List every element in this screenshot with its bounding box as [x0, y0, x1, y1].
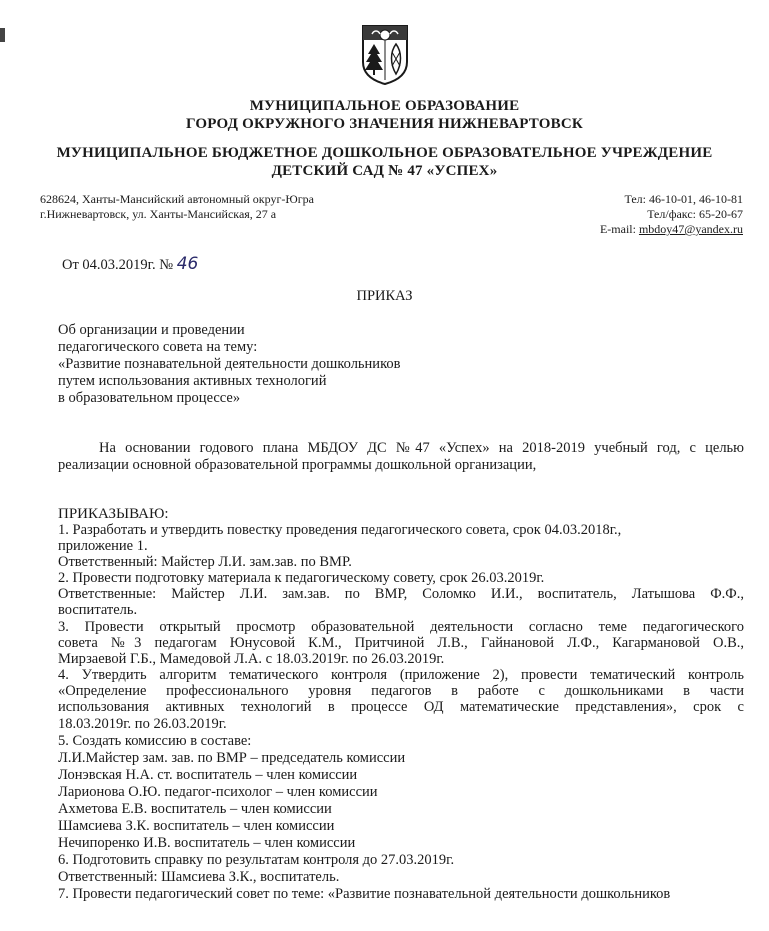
- basis-line-1: На основании годового плана МБДОУ ДС №47 «Успех» на 2018-2019 учебный год, с целью: [99, 440, 744, 456]
- item-line: 7. Провести педагогический совет по теме: «Развитие познавательной деятельности дошкольников: [58, 886, 671, 902]
- item-line: воспитатель.: [58, 602, 138, 618]
- item-line: Ахметова Е.В. воспитатель – член комиссии: [58, 801, 332, 817]
- order-date: [62, 254, 198, 274]
- item-line: 6. Подготовить справку по результатам контроля до 27.03.2019г.: [58, 852, 455, 868]
- item-line: 1. Разработать и утвердить повестку проведения педагогического совета, срок 04.03.2018г.,: [58, 522, 622, 538]
- city-coat-of-arms: [360, 22, 410, 86]
- item-line: Шамсиева З.К. воспитатель – член комиссии: [58, 818, 335, 834]
- email-label: E-mail:: [599, 222, 639, 236]
- item-line: Ответственный: Майстер Л.И. зам.зав. по ВМР.: [58, 554, 352, 570]
- item-line: «Определение профессионального уровня педагогов в работе с дошкольниками в части: [58, 683, 744, 699]
- basis-line-2: реализации основной образовательной программы дошкольной организации,: [58, 457, 537, 473]
- subject-line-4: путем использования активных технологий: [58, 373, 327, 389]
- header-city: ГОРОД ОКРУЖНОГО ЗНАЧЕНИЯ НИЖНЕВАРТОВСК: [186, 116, 583, 132]
- address-line-1: 628624, Ханты-Мансийский автономный округ-Югра: [40, 192, 314, 206]
- scan-edge-mark: [0, 28, 5, 42]
- order-word: ПРИКАЗЫВАЮ:: [58, 506, 169, 522]
- email-link[interactable]: mbdoy47@yandex.ru: [638, 222, 743, 236]
- contact-email: [600, 222, 743, 237]
- subject-line-3: «Развитие познавательной деятельности дошкольников: [58, 356, 401, 372]
- item-line: Ларионова О.Ю. педагог-психолог – член комиссии: [58, 784, 378, 800]
- item-line: приложение 1.: [58, 538, 148, 554]
- subject-line-1: Об организации и проведении: [58, 322, 245, 338]
- subject-line-2: педагогического совета на тему:: [58, 339, 258, 355]
- item-line: 3. Провести открытый просмотр образовательной деятельности согласно теме педагогического: [58, 619, 744, 635]
- item-line: 4. Утвердить алгоритм тематического контроля (приложение 2), провести тематический контроль: [58, 667, 744, 683]
- order-date-text: От 04.03.2019г. №: [62, 257, 174, 273]
- item-line: Мирзаевой Г.Б., Мамедовой Л.А. с 18.03.2019г. по 26.03.2019г.: [58, 651, 445, 667]
- item-line: 18.03.2019г. по 26.03.2019г.: [58, 716, 227, 732]
- header-municipality: МУНИЦИПАЛЬНОЕ ОБРАЗОВАНИЕ: [249, 98, 520, 114]
- item-line: Нечипоренко И.В. воспитатель – член комиссии: [58, 835, 356, 851]
- order-number: 46: [176, 254, 199, 274]
- item-line: Лонэвская Н.А. ст. воспитатель – член комиссии: [58, 767, 358, 783]
- item-line: 5. Создать комиссию в составе:: [58, 733, 252, 749]
- item-line: совета №3 педагогам Юнусовой К.М., Притчиной Л.В., Гайнановой Л.Ф., Кагармановой О.В.,: [58, 635, 744, 651]
- header-institution: МУНИЦИПАЛЬНОЕ БЮДЖЕТНОЕ ДОШКОЛЬНОЕ ОБРАЗОВАТЕЛЬНОЕ УЧРЕЖДЕНИЕ: [56, 145, 713, 161]
- item-line: Ответственные: Майстер Л.И. зам.зав. по ВМР, Соломко И.И., воспитатель, Латышова Ф.Ф.,: [58, 586, 744, 602]
- subject-line-5: в образовательном процессе»: [58, 390, 241, 406]
- address-line-2: г.Нижневартовск, ул. Ханты-Мансийская, 27 а: [40, 207, 277, 221]
- header-kindergarten: ДЕТСКИЙ САД № 47 «УСПЕХ»: [271, 163, 498, 179]
- item-line: 2. Провести подготовку материала к педагогическому совету, срок 26.03.2019г.: [58, 570, 545, 586]
- item-line: Ответственный: Шамсиева З.К., воспитатель.: [58, 869, 340, 885]
- contact-phone: Тел: 46-10-01, 46-10-81: [624, 192, 743, 206]
- item-line: использования активных технологий в процессе ОД математические представления», срок с: [58, 699, 744, 715]
- order-title: ПРИКАЗ: [356, 288, 413, 304]
- item-line: Л.И.Майстер зам. зав. по ВМР – председатель комиссии: [58, 750, 406, 766]
- contact-fax: Тел/факс: 65-20-67: [647, 207, 743, 221]
